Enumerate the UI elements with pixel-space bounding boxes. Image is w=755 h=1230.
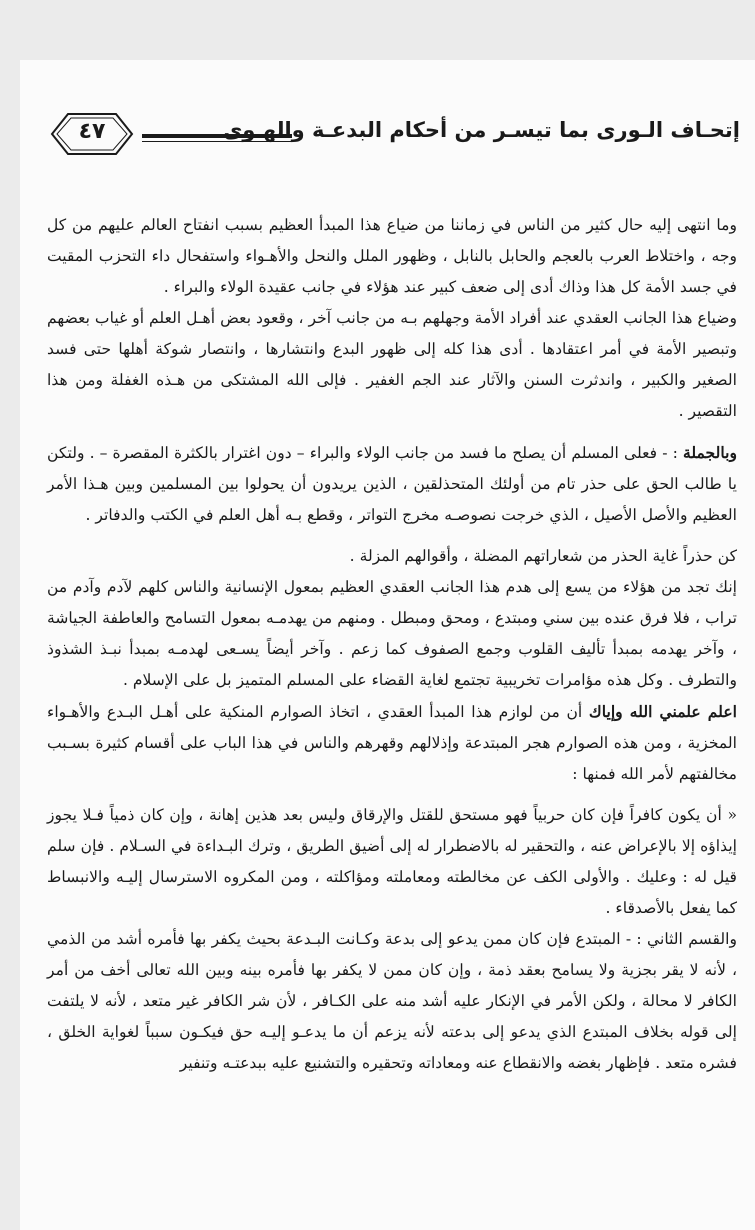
paragraph <box>47 437 737 531</box>
header-rule-thin <box>142 141 292 142</box>
paragraph-text: أن من لوازم هذا المبدأ العقدي ، اتخاذ الصوارم المنكية على أهـل البـدع والأهـواء المخزية ، ومن هذه الصوارم هجر المبتدعة وإذلالهم وقهرهم والناس في هذا الباب على أقسام كثيرة بسـبب مخالفتهم لأمر الله فمنها : <box>47 703 737 783</box>
paragraph <box>47 800 737 924</box>
book-title: إتحـاف الـورى بما تيسـر من أحكام البدعـة والهـوى <box>223 118 740 142</box>
paragraph-text: إنك تجد من هؤلاء من يسع إلى هدم هذا الجانب العقدي العظيم بمعول الإنسانية والناس كلهم لآدم وآدم من تراب ، فلا فرق عنده بين سني ومبتدع ، ومحق ومبطل . ومنهم من يهدمـه بمعول التسامح والعاطفة الجياشة ، وآخر يهدمه بمبدأ تأليف القلوب وجمع الصفوف كما زعم . وآخر أيضاً يسـعى لهدمـه بمبدأ نبـذ الشذوذ والتطرف . وكل هذه مؤامرات تخريبية تجتمع لغاية القضاء على المسلم المتميز بل على الإسلام . <box>47 578 737 689</box>
body-text <box>47 210 737 1079</box>
paragraph-text: كن حذراً غاية الحذر من شعاراتهم المضلة ، وأقوالهم المزلة . <box>349 547 737 565</box>
paragraph <box>47 924 737 1079</box>
page-sheet <box>20 60 755 1230</box>
paragraph-text: « أن يكون كافراً فإن كان حربياً فهو مستحق للقتل والإرقاق وليس بعد هذين إهانة ، وإن كان ذمياً فـلا يجوز إيذاؤه إلا بالإعراض عنه ، والتحقير له بالاضطرار له إلى أضيق الطريق ، وترك البـداءة في السـلام . فإن سلم قيل له : وعليك . والأولى الكف عن مخالطته ومعاملته ومؤاكلته ، ومن المكروه الاسترسال إليـه والانبساط كما يفعل بالأصدقاء . <box>47 806 737 917</box>
paragraph <box>47 572 737 696</box>
paragraph-text: : - فعلى المسلم أن يصلح ما فسد من جانب الولاء والبراء – دون اغترار بالكثرة المقصرة – . ولتكن يا طالب الحق على حذر تام من أولئك المتحذلقين ، الذين يريدون أن يحولوا بين المسلمين وبين هـذا الأمر العظيم والأصل الأصيل ، الذي خرجت نصوصـه مخرج التواتر ، وقطع بـه أهل العلم في الكتب والدفاتر . <box>47 444 737 524</box>
header-rule <box>142 134 292 138</box>
paragraph <box>47 303 737 427</box>
paragraph-lead: اعلم علمني الله وإياك <box>588 702 737 721</box>
paragraph <box>47 210 737 303</box>
running-header <box>50 110 750 170</box>
paragraph <box>47 541 737 572</box>
paragraph <box>47 696 737 790</box>
paragraph-text: وما انتهى إليه حال كثير من الناس في زماننا من ضياع هذا المبدأ العظيم بسبب انفتاح العالم عليهم من كل وجه ، واختلاط العرب بالعجم والحابل بالنابل ، وظهور الملل والنحل والأهـواء واستفحال داء التحزب المقيت في جسد الأمة كل هذا وذاك أدى إلى ضعف كبير عند هؤلاء في جانب عقيدة الولاء والبراء . <box>47 216 737 296</box>
paragraph-text: وضياع هذا الجانب العقدي عند أفراد الأمة وجهلهم بـه من جانب آخر ، وقعود بعض أهـل العلم أو غياب بعضهم وتبصير الأمة في أمر اعتقادها . أدى هذا كله إلى ظهور البدع وانتشارها ، وانتصار شوكة أهلها حتى فسد الصغير والكبير ، واندثرت السنن والآثار عند الجم الغفير . فإلى الله المشتكى من هـذه الغفلة ومن هذا التقصير . <box>47 309 737 420</box>
paragraph-text: والقسم الثاني : - المبتدع فإن كان ممن يدعو إلى بدعة وكـانت البـدعة بحيث يكفر بها فأمره أشد من الذمي ، لأنه لا يقر بجزية ولا يسامح بعقد ذمة ، وإن كان ممن لا يكفر بها فأمره بينه وبين الله تعالى أخف من أمر الكافر لا محالة ، ولكن الأمر في الإنكار عليه أشد منه على الكـافر ، لأن شر الكافر غير متعد ، لأنه لا يلتفت إلى قوله بخلاف المبتدع الذي يدعو إلى بدعته لأنه يزعم أن ما يدعـو إليـه حق فيكـون سبباً لغواية الخلق ، فشره متعد . فإظهار بغضه والانقطاع عنه ومعاداته وتحقيره والتشنيع عليه ببدعتـه وتنفير <box>47 930 737 1072</box>
page-number: ٤٧ <box>78 119 106 144</box>
paragraph-lead: وبالجملة <box>683 443 737 462</box>
